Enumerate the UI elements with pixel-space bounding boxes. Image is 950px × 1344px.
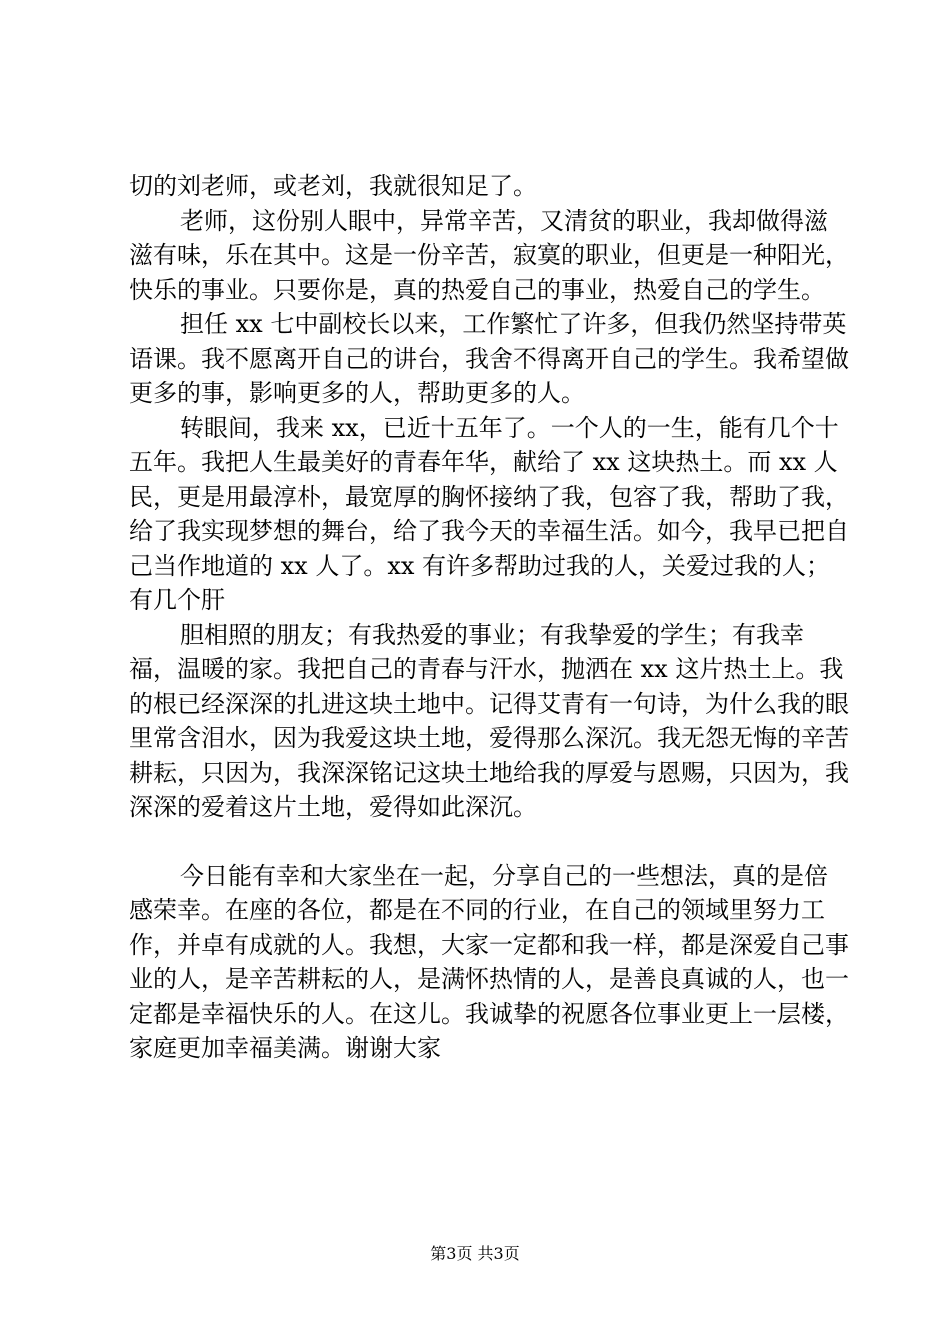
paragraph-4: 转眼间，我来 xx，已近十五年了。一个人的一生，能有几个十五年。我把人生最美好的青春年华，献给了 xx 这块热土。而 xx 人民，更是用最淳朴，最宽厚的胸怀接纳了我，包容了我，帮助了我，给了我实现梦想的舞台，给了我今天的幸福生活。如今，我早已把自己当作地道的 xx 人了。xx 有许多帮助过我的人，关爱过我的人；有几个肝 [129,413,849,614]
paragraph-6: 今日能有幸和大家坐在一起，分享自己的一些想法，真的是倍感荣幸。在座的各位，都是在不同的行业，在自己的领域里努力工作，并卓有成就的人。我想，大家一定都和我一样，都是深爱自己事业的人，是辛苦耕耘的人，是满怀热情的人，是善良真诚的人，也一定都是幸福快乐的人。在这儿。我诚挚的祝愿各位事业更上一层楼，家庭更加幸福美满。谢谢大家 [129,861,849,1062]
paragraph-3: 担任 xx 七中副校长以来，工作繁忙了许多，但我仍然坚持带英语课。我不愿离开自己的讲台，我舍不得离开自己的学生。我希望做更多的事，影响更多的人，帮助更多的人。 [129,310,849,407]
paragraph-5: 胆相照的朋友；有我热爱的事业；有我挚爱的学生；有我幸福，温暖的家。我把自己的青春与汗水，抛洒在 xx 这片热土上。我的根已经深深的扎进这块土地中。记得艾青有一句诗，为什么我的眼里常含泪水，因为我爱这块土地，爱得那么深沉。我无怨无悔的辛苦耕耘，只因为，我深深铭记这块土地给我的厚爱与恩赐，只因为，我深深的爱着这片土地，爱得如此深沉。 [129,620,849,821]
paragraph-2: 老师，这份别人眼中，异常辛苦，又清贫的职业，我却做得滋滋有味，乐在其中。这是一份辛苦，寂寞的职业，但更是一种阳光，快乐的事业。只要你是，真的热爱自己的事业，热爱自己的学生。 [129,206,849,304]
paragraph-1: 切的刘老师，或老刘，我就很知足了。 [129,172,537,200]
body-text [129,169,849,1066]
page-footer: 第3页 共3页 [430,1244,520,1263]
